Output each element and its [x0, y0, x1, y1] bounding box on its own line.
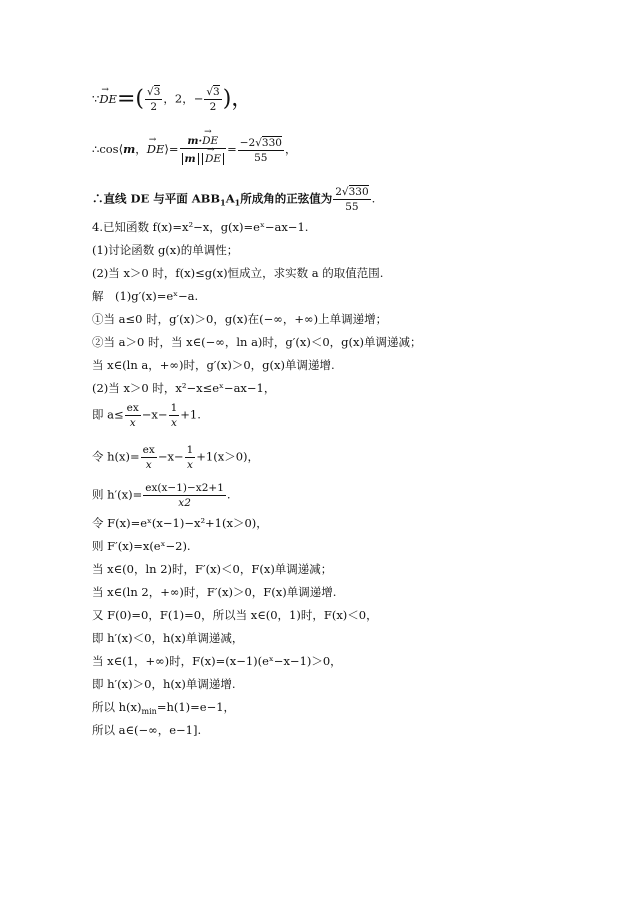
because-symbol: ∵ [92, 91, 100, 106]
fraction-1-over-x-2: $\frac{1}{x}$ [186, 444, 194, 471]
fraction-ex-over-x-2: $\frac{ex}{x}$ [142, 444, 155, 471]
solution-line-17: 所以 $h(x)_{min}=h(1)=e-1$， [92, 700, 236, 716]
conclusion-line: ∴直线 DE 与平面 $ABB_1A_1$所成角的正弦值为 $\frac{2√330}{55}$ . [92, 186, 376, 213]
question-2: (2)当 x＞0 时，f(x)≤g(x)恒成立，求实数 a 的取值范围. [92, 266, 384, 280]
solution-line-14: 即 h′(x)＜0，h(x)单调递减， [92, 631, 244, 645]
solution-line-9: 令 F(x)=eˣ(x−1)−x²+1(x＞0)， [92, 516, 268, 530]
fraction-1-over-x: $\frac{1}{x}$ [170, 402, 178, 429]
cosine-line: ∴cos⟨m，→ DE⟩= $\frac{m\cdot\to DE}{m \to DE}$ = $\frac{-2√330}{55}$ ， [92, 135, 296, 165]
solution-line-3: ②当 a＞0 时，当 x∈(−∞，ln a)时，g′(x)＜0，g(x)单调递减； [92, 335, 422, 349]
solution-line-11: 当 x∈(0，ln 2)时，F′(x)＜0，F(x)单调递减； [92, 562, 333, 576]
solution-line-15: 当 x∈(1，+∞)时，F(x)=(x−1)(eˣ−x−1)＞0， [92, 654, 342, 668]
solution-line-4: 当 x∈(ln a，+∞)时，g′(x)＞0，g(x)单调递增. [92, 358, 335, 372]
dot-over-norms-fraction: $\frac{m\cdot\to DE}{m \to DE}$ [180, 135, 227, 165]
solution-line-6: 即 a≤ $\frac{ex}{x}$ −x− $\frac{1}{x}$ +1. [92, 402, 201, 429]
solution-line-18: 所以 a∈(−∞，e−1]. [92, 723, 202, 737]
vector-DE-line [92, 86, 253, 113]
eq-open-paren: =( [116, 86, 144, 112]
close-paren: )， [222, 86, 254, 112]
cos-prefix: ∴cos⟨ [92, 142, 124, 156]
solution-line-7: 令 h(x)= $\frac{ex}{x}$ −x− $\frac{1}{x}$ +1(x＞0)， [92, 444, 259, 471]
solution-line-5: (2)当 x＞0 时，x²−x≤eˣ−ax−1， [92, 381, 276, 395]
solution-line-2: ①当 a≤0 时，g′(x)＞0，g(x)在(−∞，+∞)上单调递增； [92, 312, 388, 326]
fraction-neg-sqrt3-over-2: $\frac{√3}{2}$ [206, 86, 220, 113]
middle-component: ，2，− [163, 91, 204, 106]
solution-line-12: 当 x∈(ln 2，+∞)时，F′(x)＞0，F(x)单调递增. [92, 585, 337, 599]
fraction-ex-over-x: $\frac{ex}{x}$ [126, 402, 139, 429]
vector-DE: → DE [99, 92, 117, 106]
conclusion-text: ∴直线 DE 与平面 ABB [92, 191, 221, 206]
solution-line-13: 又 F(0)=0，F(1)=0，所以当 x∈(0，1)时，F(x)＜0， [92, 608, 378, 622]
result-fraction-330: $\frac{-2√330}{55}$ [239, 136, 282, 164]
question-1: (1)讨论函数 g(x)的单调性； [92, 243, 239, 257]
vector-DE-2: → DE [147, 142, 165, 156]
solution-line-10: 则 F′(x)=x(eˣ−2). [92, 539, 191, 553]
normal-m: m [123, 142, 136, 156]
fraction-sqrt3-over-2: $\frac{√3}{2}$ [146, 86, 161, 113]
solution-line-16: 即 h′(x)＞0，h(x)单调递增. [92, 677, 236, 691]
sine-fraction: $\frac{2√330}{55}$ [335, 186, 369, 213]
problem-statement: 4.已知函数 f(x)=x²−x，g(x)=eˣ−ax−1. [92, 220, 309, 234]
h-prime-fraction: $\frac{ex(x-1)-x2+1}{x2}$ [145, 482, 224, 509]
solution-line-1: 解 (1)g′(x)=eˣ−a. [92, 289, 199, 303]
solution-line-8: 则 h′(x)= $\frac{ex(x-1)-x2+1}{x2}$ . [92, 482, 231, 509]
